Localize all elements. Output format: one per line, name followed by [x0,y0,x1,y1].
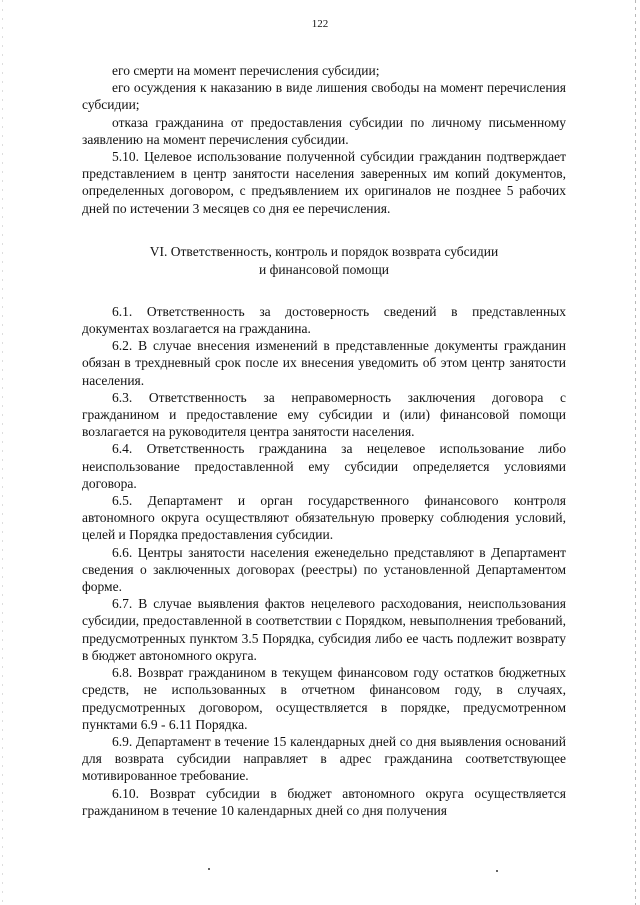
paragraph-6-5: 6.5. Департамент и орган государственного финансового контроля автономного округа осуществляют обязательную проверку соблюдения условий, целей и Порядка предоставления субсидии. [82,493,566,543]
scan-speck [496,870,498,872]
page-number: 122 [311,18,329,30]
section-heading-line-1: VI. Ответственность, контроль и порядок возврата субсидии [149,243,499,259]
paragraph-6-6: 6.6. Центры занятости населения еженедельно представляют в Департамент сведения о заключенных договорах (реестры) по установленной Департаментом форме. [82,544,566,595]
paragraph-6-7: 6.7. В случае выявления фактов нецелевого расходования, неиспользования субсидии, предоставленной в соответствии с Порядком, невыполнения требований, предусмотренных пунктом 3.5 Порядка, субсидия либо ее часть подлежит возврату в бюджет автономного округа. [82,596,566,663]
paragraph-6-9: 6.9. Департамент в течение 15 календарных дней со дня выявления оснований для возврата субсидии направляет в адрес гражданина соответствующее мотивированное требование. [82,733,566,784]
section-heading [82,243,566,279]
document-body [82,62,566,819]
scan-edge-right [635,0,636,905]
paragraph-6-1: 6.1. Ответственность за достоверность сведений в представленных документах возлагается на гражданина. [82,303,566,337]
scan-speck [208,868,210,870]
paragraph-6-10: 6.10. Возврат субсидии в бюджет автономного округа осуществляется гражданином в течение 10 календарных дней со дня получения [82,785,566,818]
paragraph-6-3: 6.3. Ответственность за неправомерность заключения договора с гражданином и предоставление ему субсидии и (или) финансовой помощи возлагается на руководителя центра занятости населения. [82,389,566,440]
section-heading-line-2: и финансовой помощи [258,261,390,277]
scan-edge-left [2,0,3,905]
paragraph: его смерти на момент перечисления субсидии; [112,63,380,78]
paragraph-6-4: 6.4. Ответственность гражданина за нецелевое использование либо неиспользование предоставленной ему субсидии определяется условиями договора. [82,441,566,491]
paragraph: 5.10. Целевое использование полученной субсидии гражданин подтверждает представлением в центр занятости населения заверенных им копий документов, определенных договором, с предъявлением их оригиналов не позднее 5 рабочих дней по истечении 3 месяцев со дня ее перечисления. [82,149,566,216]
paragraph-6-8: 6.8. Возврат гражданином в текущем финансовом году остатков бюджетных средств, не использованных в отчетном финансовом году, в случаях, предусмотренных договором, осуществляется в порядке, предусмотренном пунктами 6.9 - 6.11 Порядка. [82,665,566,732]
paragraph: его осуждения к наказанию в виде лишения свободы на момент перечисления субсидии; [82,80,566,113]
paragraph-6-2: 6.2. В случае внесения изменений в представленные документы гражданин обязан в трехдневный срок после их внесения уведомить об этом центр занятости населения. [82,338,566,388]
paragraph: отказа гражданина от предоставления субсидии по личному письменному заявлению на момент перечисления субсидии. [82,114,566,147]
